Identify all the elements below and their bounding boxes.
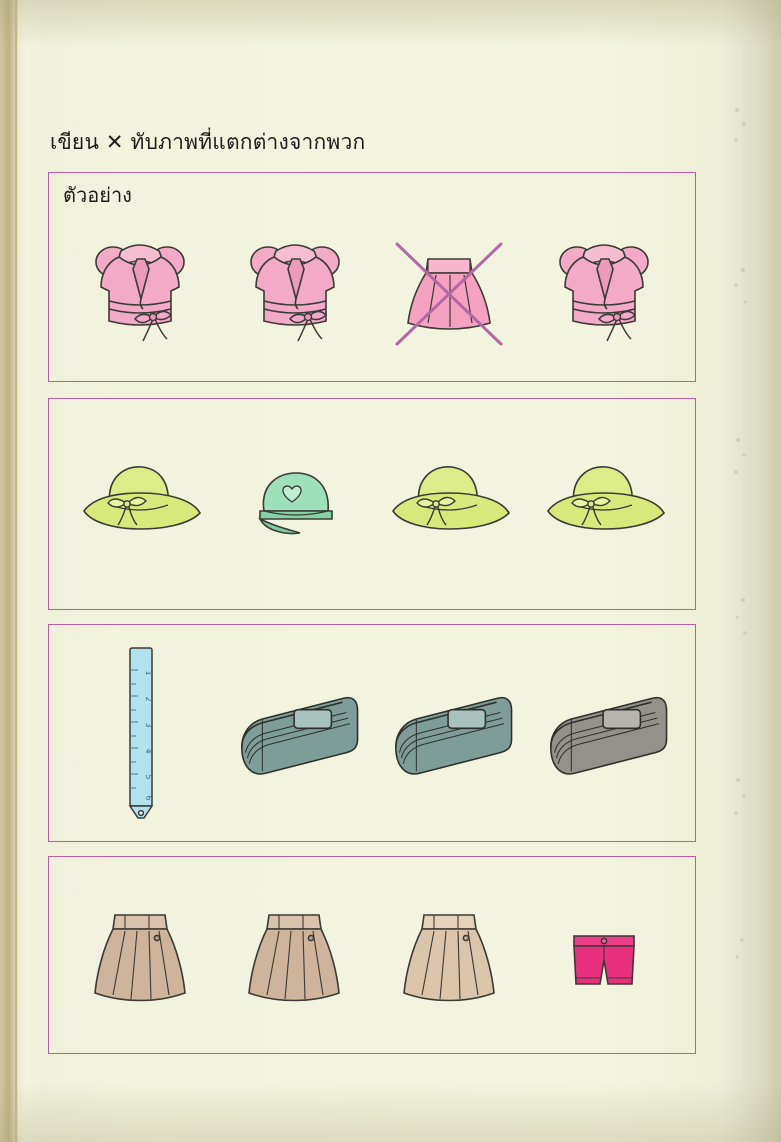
item-pink-blouse[interactable] (225, 219, 365, 369)
item-row (49, 857, 695, 1053)
item-book[interactable] (379, 658, 519, 808)
item-book[interactable] (534, 658, 674, 808)
item-row (49, 173, 695, 381)
exercise-row-books[interactable] (48, 624, 696, 842)
item-wide-brim-hat[interactable] (534, 429, 674, 579)
item-pleated-skirt[interactable] (225, 880, 365, 1030)
svg-text:3: 3 (144, 722, 154, 728)
exercise-row-hats[interactable] (48, 398, 696, 610)
item-pleated-skirt[interactable] (70, 880, 210, 1030)
exercise-row-skirts[interactable] (48, 856, 696, 1054)
item-row (49, 399, 695, 609)
item-pink-blouse[interactable] (70, 219, 210, 369)
item-pink-blouse[interactable] (534, 219, 674, 369)
item-pink-shorts[interactable] (534, 880, 674, 1030)
exercise-row-example[interactable] (48, 172, 696, 382)
svg-text:5: 5 (144, 774, 154, 780)
page-shadow-right (721, 0, 781, 1142)
page-shadow-bottom (0, 1082, 781, 1142)
item-wide-brim-hat[interactable] (70, 429, 210, 579)
instruction-text: เขียน ✕ ทับภาพที่แตกต่างจากพวก (50, 130, 366, 154)
page-shadow-top (0, 0, 781, 46)
svg-text:1: 1 (144, 670, 154, 676)
svg-text:6: 6 (144, 795, 154, 801)
item-wide-brim-hat[interactable] (379, 429, 519, 579)
book-binding-line (15, 0, 17, 1142)
item-blue-ruler[interactable] (70, 658, 210, 808)
item-pleated-skirt[interactable] (379, 880, 519, 1030)
item-pink-skirt[interactable] (379, 219, 519, 369)
svg-text:2: 2 (144, 696, 154, 702)
item-book[interactable] (225, 658, 365, 808)
svg-text:4: 4 (144, 748, 154, 754)
item-green-cap[interactable] (225, 429, 365, 579)
margin-print-marks (731, 80, 753, 1040)
example-label: ตัวอย่าง (63, 183, 132, 207)
item-row (49, 625, 695, 841)
